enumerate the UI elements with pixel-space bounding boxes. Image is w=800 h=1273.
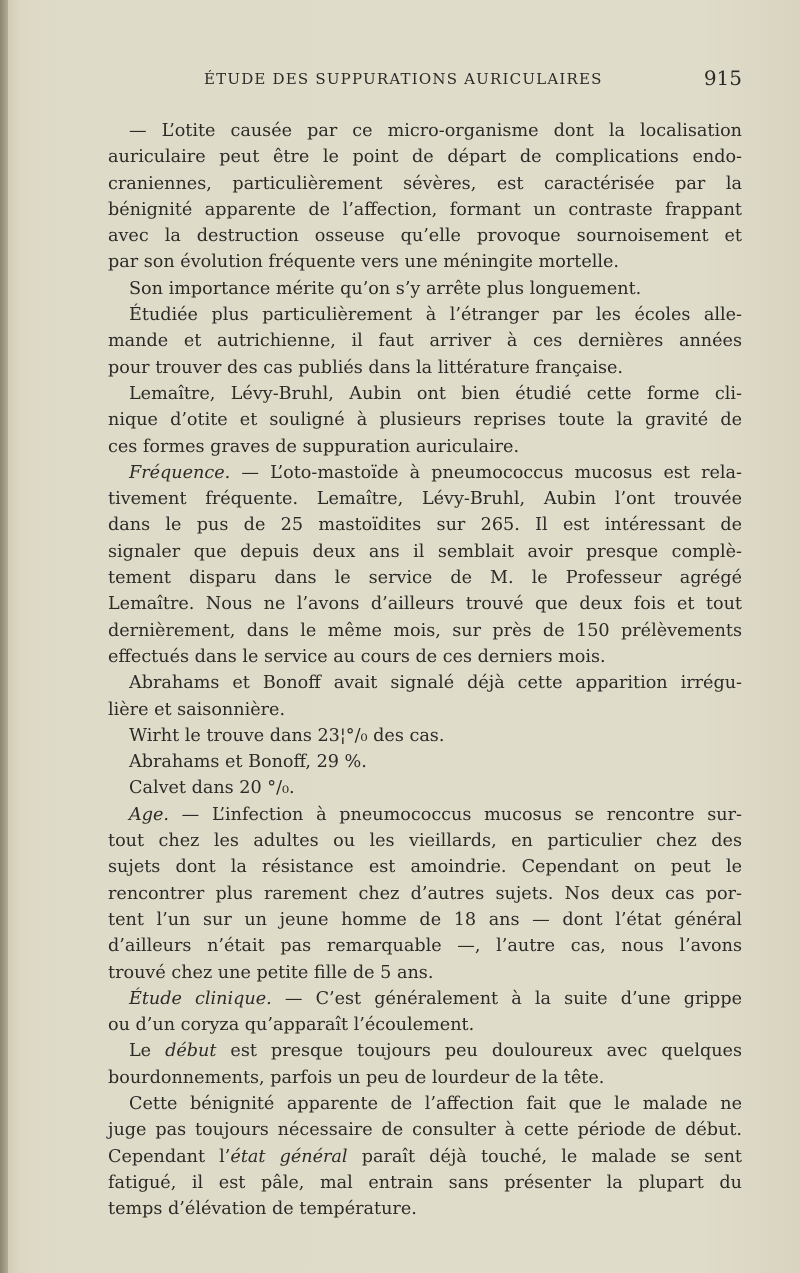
text-line: tement disparu dans le service de M. le Professeur agrégé — [108, 568, 742, 589]
text-line: temps d’élévation de température. — [108, 1199, 417, 1220]
page-number: 915 — [703, 66, 742, 90]
text-line: Abrahams et Bonoff avait signalé déjà cette apparition irrégu- — [129, 673, 742, 694]
text-line: — L’otite causée par ce micro-organisme dont la localisation — [129, 121, 742, 141]
text-line: Age. — L’infection à pneumococcus mucosus se rencontre sur- — [129, 804, 742, 825]
text-line: Étudiée plus particulièrement à l’étranger par les écoles alle- — [129, 305, 742, 326]
running-head — [108, 66, 742, 96]
page-binding-edge — [0, 0, 8, 1273]
text-line: Calvet dans 20 °/₀. — [129, 778, 295, 799]
text-line: bourdonnements, parfois un peu de lourdeur de la tête. — [108, 1067, 605, 1088]
emphasis: état général — [230, 1146, 348, 1167]
text-line: trouvé chez une petite fille de 5 ans. — [108, 962, 434, 983]
text-line: sujets dont la résistance est amoindrie. Cependant on peut le — [108, 857, 742, 878]
section-heading: Étude clinique. — [129, 988, 272, 1009]
section-heading: Fréquence. — [129, 462, 231, 483]
text-line: avec la destruction osseuse qu’elle provoque sournoisement et — [108, 226, 742, 247]
text-line: Lemaître, Lévy-Bruhl, Aubin ont bien étudié cette forme cli- — [129, 383, 742, 404]
text-line: par son évolution fréquente vers une méningite mortelle. — [108, 252, 619, 273]
text-line: tout chez les adultes ou les vieillards, en particulier chez des — [108, 831, 742, 852]
text-line: lière et saisonnière. — [108, 699, 286, 720]
text-line: Son importance mérite qu’on s’y arrête plus longuement. — [129, 278, 642, 299]
text-line: tent l’un sur un jeune homme de 18 ans — dont l’état général — [108, 909, 742, 930]
text-line: ces formes graves de suppuration auriculaire. — [108, 436, 520, 457]
text-line: Cependant l’état général paraît déjà touché, le malade se sent — [108, 1146, 742, 1167]
emphasis: début — [165, 1041, 217, 1062]
text-line: Fréquence. — L’oto-mastoïde à pneumococcus mucosus est rela- — [129, 462, 742, 483]
text-line: Le début est presque toujours peu douloureux avec quelques — [129, 1041, 742, 1062]
text-line: mande et autrichienne, il faut arriver à ces dernières années — [108, 331, 742, 352]
text-line: bénignité apparente de l’affection, formant un contraste frappant — [108, 199, 742, 220]
text-line: craniennes, particulièrement sévères, est caractérisée par la — [108, 173, 742, 194]
text-line: dernièrement, dans le même mois, sur près de 150 prélèvements — [108, 620, 742, 641]
text-line: Étude clinique. — C’est généralement à la suite d’une grippe — [129, 988, 742, 1009]
text-line: Abrahams et Bonoff, 29 %. — [129, 752, 367, 773]
text-line: fatigué, il est pâle, mal entrain sans présenter la plupart du — [108, 1172, 742, 1193]
text-line: Cette bénignité apparente de l’affection fait que le malade ne — [129, 1093, 742, 1114]
text-line: tivement fréquente. Lemaître, Lévy-Bruhl, Aubin l’ont trouvée — [108, 489, 742, 510]
body-text — [108, 118, 742, 1222]
text-line: juge pas toujours nécessaire de consulter à cette période de début. — [108, 1120, 742, 1141]
text-line: signaler que depuis deux ans il semblait avoir presque complè- — [108, 541, 742, 562]
text-line: ou d’un coryza qu’apparaît l’écoulement. — [108, 1015, 475, 1036]
text-line: Wirht le trouve dans 23¦°/₀ des cas. — [129, 725, 445, 746]
text-line: d’ailleurs n’était pas remarquable —, l’autre cas, nous l’avons — [108, 936, 742, 957]
section-heading: Age. — [129, 804, 169, 825]
text-line: effectués dans le service au cours de ces derniers mois. — [108, 646, 606, 667]
text-line: nique d’otite et souligné à plusieurs reprises toute la gravité de — [108, 410, 742, 431]
running-title: ÉTUDE DES SUPPURATIONS AURICULAIRES — [204, 70, 603, 88]
text-line: dans le pus de 25 mastoïdites sur 265. Il est intéressant de — [108, 515, 742, 536]
text-line: rencontrer plus rarement chez d’autres sujets. Nos deux cas por- — [108, 883, 742, 904]
text-line: auriculaire peut être le point de départ de complications endo- — [108, 147, 742, 168]
text-line: Lemaître. Nous ne l’avons d’ailleurs trouvé que deux fois et tout — [108, 594, 742, 615]
text-line: pour trouver des cas publiés dans la littérature française. — [108, 357, 624, 378]
